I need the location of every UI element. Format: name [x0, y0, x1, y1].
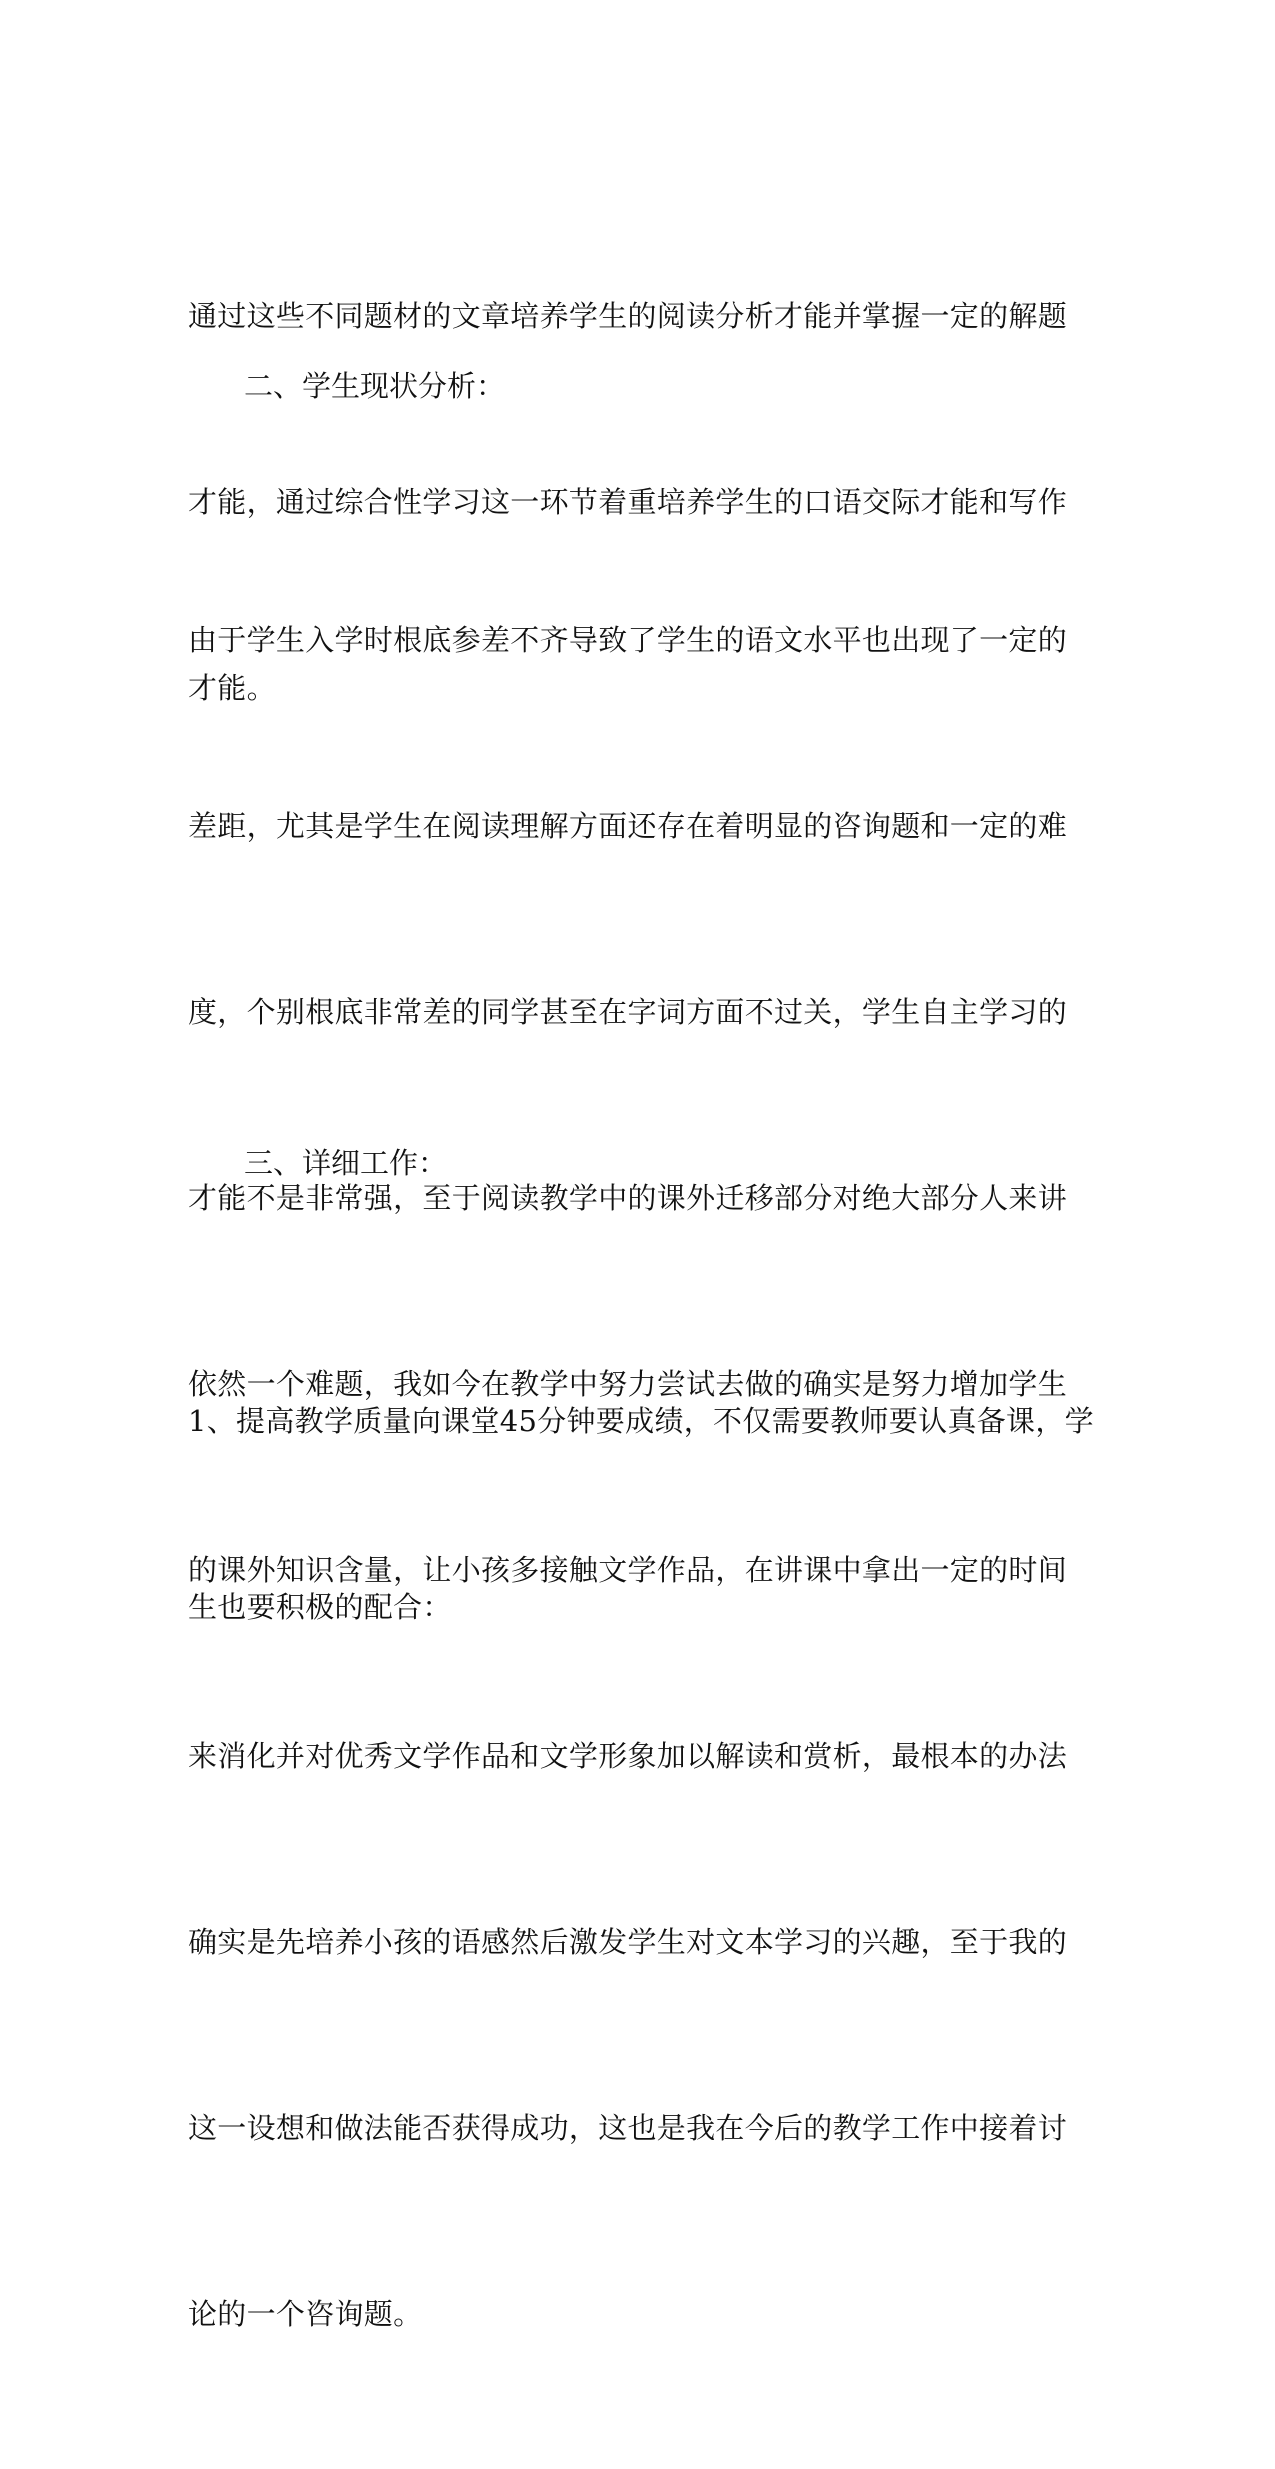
paragraph-line: 的课外知识含量，让小孩多接触文学作品，在讲课中拿出一定的时间	[188, 1553, 1068, 1587]
paragraph-line: 通过这些不同题材的文章培养学生的阅读分析才能并掌握一定的解题	[188, 299, 1068, 333]
paragraph-line: 这一设想和做法能否获得成功，这也是我在今后的教学工作中接着讨	[188, 2111, 1068, 2145]
paragraph-line: 才能，通过综合性学习这一环节着重培养学生的口语交际才能和写作	[188, 485, 1068, 519]
paragraph-line: 才能。	[188, 671, 276, 705]
paragraph-line: 由于学生入学时根底参差不齐导致了学生的语文水平也出现了一定的	[188, 623, 1068, 657]
paragraph-line: 确实是先培养小孩的语感然后激发学生对文本学习的兴趣，至于我的	[188, 1925, 1068, 1959]
paragraph-work-item-1	[188, 1266, 1094, 1762]
paragraph-line: 生也要积极的配合：	[188, 1590, 452, 1624]
paragraph-line: 1、提高教学质量向课堂45分钟要成绩，不仅需要教师要认真备课，学	[188, 1404, 1094, 1438]
paragraph-line: 依然一个难题，我如今在教学中努力尝试去做的确实是努力增加学生	[188, 1367, 1068, 1401]
section-heading-detailed-work: 三、详细工作：	[244, 1146, 448, 1180]
section-heading-student-analysis: 二、学生现状分析：	[244, 369, 506, 403]
paragraph-line: 来消化并对优秀文学作品和文学形象加以解读和赏析，最根本的办法	[188, 1739, 1068, 1773]
paragraph-line: 度，个别根底非常差的同学甚至在字词方面不过关，学生自主学习的	[188, 995, 1068, 1029]
paragraph-line: 才能不是非常强，至于阅读教学中的课外迁移部分对绝大部分人来讲	[188, 1181, 1068, 1215]
paragraph-line: 论的一个咨询题。	[188, 2297, 423, 2331]
paragraph-line: 差距，尤其是学生在阅读理解方面还存在着明显的咨询题和一定的难	[188, 809, 1068, 843]
